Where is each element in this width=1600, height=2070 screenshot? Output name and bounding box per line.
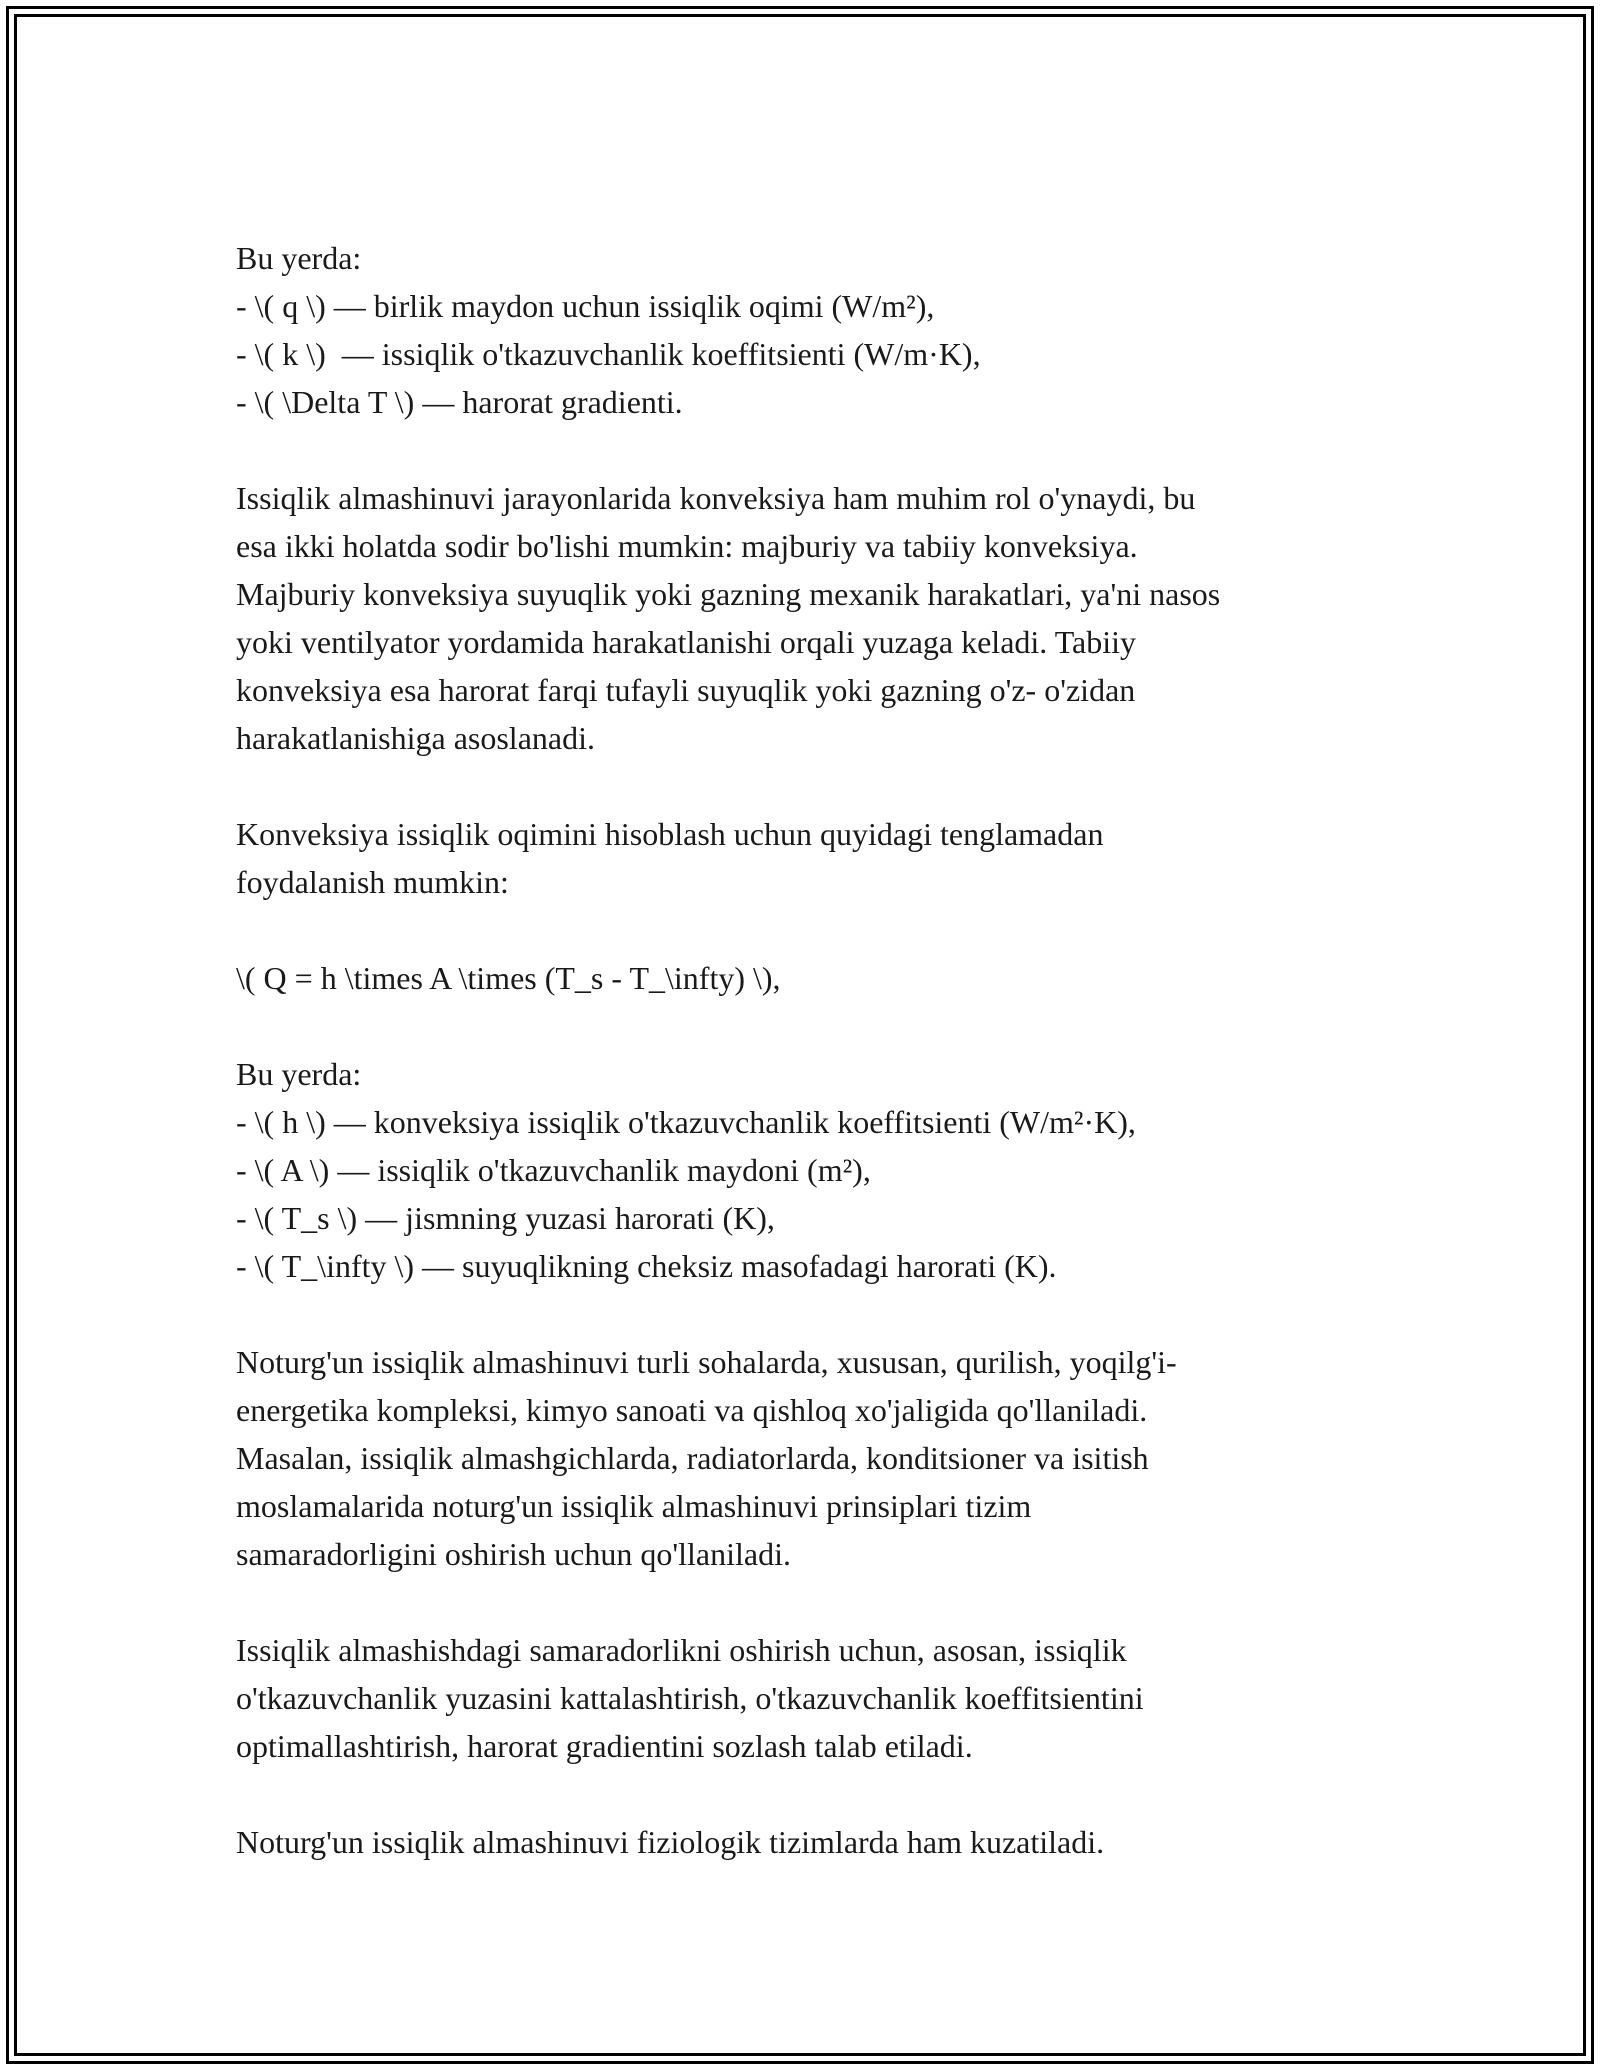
definitions-heading: Bu yerda: bbox=[236, 240, 362, 276]
paragraph-line: Masalan, issiqlik almashgichlarda, radiatorlarda, konditsioner va isitish bbox=[236, 1440, 1149, 1476]
paragraph-line: yoki ventilyator yordamida harakatlanishi orqali yuzaga keladi. Tabiiy bbox=[236, 624, 1136, 660]
paragraph-equation-intro bbox=[236, 810, 1386, 906]
spacer bbox=[236, 426, 1386, 474]
definition-item: - \( T_\infty \) — suyuqlikning cheksiz masofadagi harorati (K). bbox=[236, 1248, 1057, 1284]
document-body bbox=[236, 234, 1386, 1866]
definition-item: - \( h \) — konveksiya issiqlik o'tkazuvchanlik koeffitsienti (W/m²·K), bbox=[236, 1104, 1136, 1140]
definitions-block-2 bbox=[236, 1050, 1386, 1290]
definitions-block-1 bbox=[236, 234, 1386, 426]
paragraph-line: Noturg'un issiqlik almashinuvi fiziologik tizimlarda ham kuzatiladi. bbox=[236, 1824, 1105, 1860]
paragraph-line: Issiqlik almashishdagi samaradorlikni oshirish uchun, asosan, issiqlik bbox=[236, 1632, 1127, 1668]
paragraph-line: Noturg'un issiqlik almashinuvi turli sohalarda, xususan, qurilish, yoqilg'i- bbox=[236, 1344, 1177, 1380]
spacer bbox=[236, 1290, 1386, 1338]
definition-item: - \( q \) — birlik maydon uchun issiqlik oqimi (W/m²), bbox=[236, 288, 935, 324]
paragraph-line: o'tkazuvchanlik yuzasini kattalashtirish, o'tkazuvchanlik koeffitsientini bbox=[236, 1680, 1144, 1716]
definitions-heading: Bu yerda: bbox=[236, 1056, 362, 1092]
spacer bbox=[236, 1002, 1386, 1050]
paragraph-line: harakatlanishiga asoslanadi. bbox=[236, 720, 595, 756]
paragraph-line: esa ikki holatda sodir bo'lishi mumkin: majburiy va tabiiy konveksiya. bbox=[236, 528, 1138, 564]
paragraph-line: Issiqlik almashinuvi jarayonlarida konveksiya ham muhim rol o'ynaydi, bu bbox=[236, 480, 1196, 516]
definition-item: - \( \Delta T \) — harorat gradienti. bbox=[236, 384, 683, 420]
convection-equation: \( Q = h \times A \times (T_s - T_\infty) \), bbox=[236, 960, 781, 996]
spacer bbox=[236, 1578, 1386, 1626]
spacer bbox=[236, 1770, 1386, 1818]
paragraph-line: Majburiy konveksiya suyuqlik yoki gazning mexanik harakatlari, ya'ni nasos bbox=[236, 576, 1221, 612]
paragraph-line: foydalanish mumkin: bbox=[236, 864, 509, 900]
paragraph-line: konveksiya esa harorat farqi tufayli suyuqlik yoki gazning o'z- o'zidan bbox=[236, 672, 1136, 708]
paragraph-line: samaradorligini oshirish uchun qo'llaniladi. bbox=[236, 1536, 791, 1572]
paragraph-line: Konveksiya issiqlik oqimini hisoblash uchun quyidagi tenglamadan bbox=[236, 816, 1104, 852]
paragraph-line: optimallashtirish, harorat gradientini sozlash talab etiladi. bbox=[236, 1728, 973, 1764]
spacer bbox=[236, 762, 1386, 810]
paragraph-line: moslamalarida noturg'un issiqlik almashinuvi prinsiplari tizim bbox=[236, 1488, 1032, 1524]
definition-item: - \( k \) — issiqlik o'tkazuvchanlik koeffitsienti (W/m·K), bbox=[236, 336, 981, 372]
paragraph-applications bbox=[236, 1338, 1386, 1578]
paragraph-efficiency bbox=[236, 1626, 1386, 1770]
paragraph-line: energetika kompleksi, kimyo sanoati va qishloq xo'jaligida qo'llaniladi. bbox=[236, 1392, 1148, 1428]
definition-item: - \( A \) — issiqlik o'tkazuvchanlik maydoni (m²), bbox=[236, 1152, 871, 1188]
paragraph-convection bbox=[236, 474, 1386, 762]
spacer bbox=[236, 906, 1386, 954]
paragraph-physiology bbox=[236, 1818, 1386, 1866]
definition-item: - \( T_s \) — jismning yuzasi harorati (K), bbox=[236, 1200, 775, 1236]
